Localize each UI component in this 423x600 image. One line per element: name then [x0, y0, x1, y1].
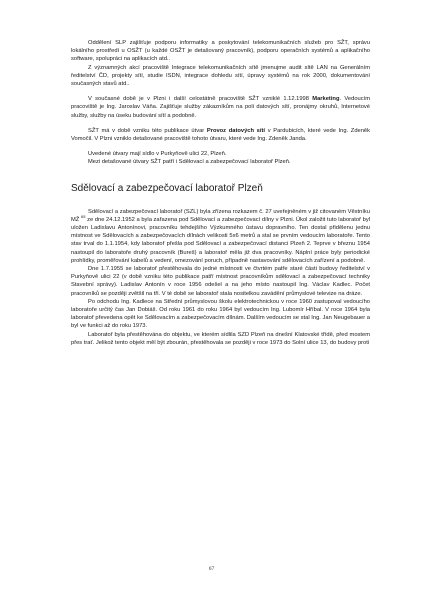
paragraph-slp: Oddělení SLP zajišťuje podporu informatiky a poskytování telekomunikačních služeb pro SŽT, správu lokálního prostředí u OSŽT (u každé OSŽT je detašovaný pracovník), podporu operačních systémů a aplikačního software, spolupráci na aplikacích atd..: [71, 40, 370, 63]
paragraph-marketing-text-end: . Vedoucím pracoviště je Ing. Jaroslav Váňa. Zajišťuje služby zákazníkům na poli datových sítí, pronájmy okruhů, Internetové služby, služby na úseku budování sítí a podobně.: [71, 96, 370, 119]
paragraph-szl-1955: Dne 1.7.1955 se laboratoř přestěhovala do jedné místnosti ve čtvrtém patře staré části budovy ředitelství v Purkyňově ulici 22 (v době vzniku této publikace patří místnost pracovníkům sdělovací a zabezpečovací techniky Stavební správy). Ladislav Antonín v roce 1956 odešel a na jeho místo nastoupil Ing. Václav Kadlec. Počet pracovníků se později zvětšil na tři. V té době se laboratoř stala nositelkou zavádění průmyslové televize na dráze.: [71, 266, 370, 297]
paragraph-provoz-bold: Provoz datových sítí: [206, 127, 265, 134]
paragraph-detasovane: Mezi detašované útvary SŽT patří i Sdělovací a zabezpečovací laboratoř Plzeň.: [88, 159, 291, 166]
paragraph-szl-founding: [71, 208, 370, 265]
paragraph-szl-text-start: Sdělovací a zabezpečovací laboratoř (SZL) byla zřízena rozkazem č. 27 uveřejněném v již citovaném Věstníku MŽ: [71, 208, 370, 223]
paragraph-marketing: [71, 95, 370, 120]
paragraph-szl-relocation: Laboratoř byla přestěhována do objektu, ve kterém sídlila SZD Plzeň na dnešní Klatovské třídě, před mostem přes trať. Jelikož tento objekt měl být zbourán, přestěhovala se později v roce 1973 do Solní ulice 13, do budovy proti: [71, 331, 370, 346]
paragraph-provoz: [71, 127, 370, 143]
paragraph-marketing-bold: Marketing: [312, 96, 340, 103]
paragraph-provoz-text-end: v Pardubicích, které vede Ing. Zdeněk Vomočil. V Plzni vzniklo detašované pracoviště tohoto útvaru, které vede Ing. Zdeněk Janda.: [71, 127, 370, 143]
paragraph-sidlo: Uvedené útvary mají sídlo v Purkyňově ulici 22, Plzeň.: [88, 151, 227, 158]
paragraph-szl-1960: Po odchodu Ing. Kadlece na Střední průmyslovou školu elektrotechnickou v roce 1960 zastupoval vedoucího laboratoře určitý čas Jan Dobiáš. Od roku 1961 do roku 1964 byl vedoucím Ing. Lubomír Hříbal. V roce 1964 byla laboratoř převedena opět ke Sdělovacím a zabezpečovacím dílnám. Dalším vedoucím se stal Ing. Jan Neugebauer a byl ve funkci až do roku 1973.: [71, 298, 370, 330]
paragraph-provoz-text-start: SŽT má v době vzniku této publikace útvar: [88, 127, 207, 134]
paragraph-szl-text-end: ze dne 24.12.1952 a byla zařazena pod Sdělovací a zabezpečovací dílny v Plzni. Úkol založit tuto laboratoř byl uložen Ladislavu Antonínovi, pracovníku tehdejšího Výzkumného ústavu dopravního. Ten dostal přidělenu jednu místnost ve Sdělovacích a zabezpečovacích dílnách velikosti 5x6 metrů a stal se prvním vedoucím laboratoře. Tento stav trval do 1.1.1954, kdy laboratoř přešla pod Sdělovací a zabezpečovací distanci Plzeň 2. Teprve v březnu 1954 nastoupil do laboratoře druhý pracovník (Bureš) a laboratoř měla již dva pracovníky. Náplní práce byly periodické prohlídky, proměřování kabelů a vedení, omezování poruch, případně nastavování sdělovacích zařízení a podobně.: [71, 216, 370, 264]
footnote-reference: 65: [80, 213, 86, 219]
paragraph-integrace: Z významných akcí pracoviště Integrace telekomunikačních sítě jmenujme audit sítě LAN na Generálním ředitelství ČD, projekty sítí, studie ISDN, integrace dohledu sítí, úpravy systémů na rok 2000, dokumentování současných stavů atd..: [71, 64, 370, 88]
paragraph-marketing-text-start: V současné době je v Plzni i další celostátně pracoviště SŽT vzniklé 1.12.1998: [88, 96, 313, 103]
section-heading: Sdělovací a zabezpečovací laboratoř Plzeň: [71, 182, 263, 194]
page-number: 67: [208, 566, 215, 572]
